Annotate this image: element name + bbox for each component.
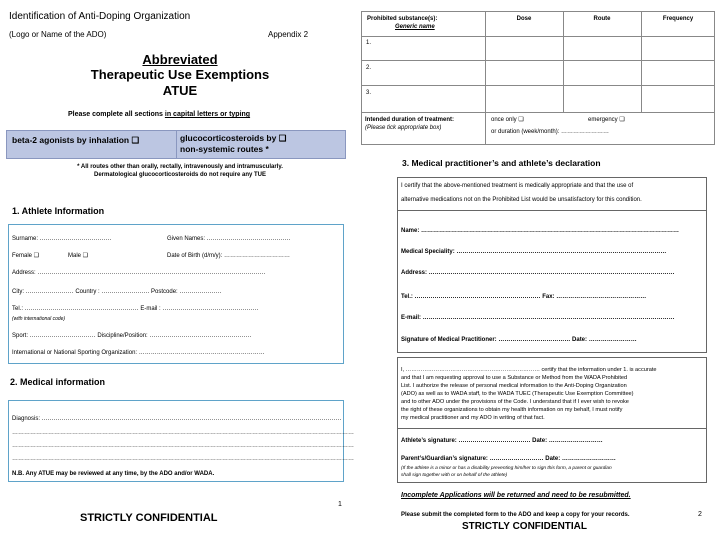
table-col-2 (563, 11, 564, 112)
page-number-2: 2 (698, 511, 702, 518)
medical-speciality-field[interactable]: Medical Speciality: …………………………………………………………………………………………… (401, 249, 667, 255)
male-checkbox[interactable]: Male ❑ (68, 253, 89, 259)
review-notice: N.B. Any ATUE may be reviewed at any time, by the ADO and/or WADA. (12, 471, 215, 477)
instructions (68, 111, 250, 119)
practitioner-tel-fax-field[interactable]: Tel.: ……………………………………………………… Fax: ……………………………………… (401, 294, 647, 300)
emergency-checkbox[interactable]: emergency ❑ (588, 117, 625, 123)
diagnosis-line-4[interactable]: ……………………………………………………………………………………………………………………………………………………… (12, 456, 354, 462)
option-glucocorticosteroids-routes: non-systemic routes * (180, 144, 269, 154)
form-title-tue: Therapeutic Use Exemptions (90, 67, 270, 82)
route-header: Route (593, 16, 611, 22)
routes-footnote-2: Dermatological glucocorticosteroids do not require any TUE (93, 172, 267, 178)
frequency-header: Frequency (662, 16, 694, 22)
duration-note: (Please tick appropriate box) (365, 125, 442, 131)
athlete-decl-divider (397, 428, 707, 429)
appendix-label: Appendix 2 (268, 30, 309, 39)
routes-footnote-1: * All routes other than orally, rectally, intravenously and intramuscularly. (77, 164, 283, 170)
ado-identification-title: Identification of Anti-Doping Organization (9, 11, 191, 22)
surname-field[interactable]: Surname: ……………………………… (12, 236, 112, 242)
dose-header: Dose (516, 16, 532, 22)
declaration-heading: 3. Medical practitioner’s and athlete’s declaration (402, 158, 601, 168)
tel-note: (with international code) (12, 316, 66, 322)
athlete-decl-line-7: my medical practitioner and my ADO in writing of that fact. (401, 415, 545, 421)
table-col-3 (641, 11, 642, 112)
instructions-underlined: in capital letters or typing (164, 111, 251, 118)
parent-signature-field[interactable]: Parent’s/Guardian’s signature: ……………………… Date: ……………………… (401, 456, 616, 462)
duration-field[interactable]: or duration (week/month): …………………… (491, 129, 610, 135)
confidential-label-2: STRICTLY CONFIDENTIAL (462, 521, 588, 532)
once-only-checkbox[interactable]: once only ❑ (491, 117, 524, 123)
option-glucocorticosteroids[interactable]: glucocorticosteroids by ❑ (180, 133, 287, 143)
form-title-abbreviated: Abbreviated (142, 52, 218, 67)
athlete-signature-field[interactable]: Athlete’s signature: ……………………………… Date: ……………………… (401, 438, 603, 444)
practitioner-address-field[interactable]: Address: …………………………………………………………………………………………………………… (401, 270, 675, 276)
practitioner-email-field[interactable]: E-mail: ……………………………………………………………………………………………………………… (401, 315, 675, 321)
female-checkbox[interactable]: Female ❑ (12, 253, 40, 259)
athlete-decl-line-1[interactable]: I, ……………………………………………………………… certify that the information under 1. is accurate (401, 367, 657, 373)
athlete-decl-line-4: (ADO) as well as to WADA staff, to the WADA TUEC (Therapeutic Use Exemption Committee) (401, 391, 634, 397)
sport-discipline-field[interactable]: Sport: …………………………… Discipline/Position: …………………………………………… (12, 333, 252, 339)
generic-name-header: Generic name (395, 24, 435, 30)
duration-label: Intended duration of treatment: (365, 117, 454, 123)
parent-note-1: (If the athlete is a minor or has a disability preventing him/her to sign this form, a parent or guardian (401, 466, 612, 471)
substance-row-2[interactable]: 2. (366, 65, 372, 71)
substance-row-1[interactable]: 1. (366, 40, 372, 46)
medical-info-heading: 2. Medical information (10, 377, 106, 387)
submit-instructions: Please submit the completed form to the ADO and keep a copy for your records. (401, 512, 630, 518)
table-col-1 (485, 11, 486, 145)
table-rule-4 (361, 112, 715, 113)
sporting-organization-field[interactable]: International or National Sporting Organization: ……………………………………………………… (12, 350, 265, 356)
athlete-decl-line-2: and that I am requesting approval to use a Substance or Method from the WADA Prohibited (401, 375, 628, 381)
address-field[interactable]: Address: …………………………………………………………………………………………………… (12, 270, 266, 276)
practitioner-name-field[interactable]: Name: ………………………………………………………………………………………………………………… (401, 228, 680, 234)
date-of-birth-field[interactable]: Date of Birth (d/m/y): …………………………… (167, 253, 291, 259)
ado-logo-placeholder: (Logo or Name of the ADO) (9, 30, 107, 39)
diagnosis-field[interactable]: Diagnosis: …………………………………………………………………………………………………………………………………… (12, 416, 342, 422)
table-rule-2 (361, 60, 715, 61)
tel-email-field[interactable]: Tel.: ………………………………………………… E-mail : ………………………………………… (12, 306, 259, 312)
athlete-info-heading: 1. Athlete Information (12, 206, 105, 216)
certify-text-2: alternative medications not on the Prohibited List would be unsatisfactory for this condition. (401, 197, 642, 203)
athlete-decl-line-3: List. I authorize the release of personal medical information to the Anti-Doping Organization (401, 383, 627, 389)
form-title-atue: ATUE (162, 83, 198, 98)
diagnosis-line-2[interactable]: ……………………………………………………………………………………………………………………………………………………… (12, 430, 354, 436)
given-names-field[interactable]: Given Names: …………………………………… (167, 236, 291, 242)
athlete-decl-line-5: and to other ADO under the provisions of the Code. I understand that if I ever wish to revoke (401, 399, 629, 405)
option-beta2-agonists[interactable]: beta-2 agonists by inhalation ❑ (12, 135, 140, 145)
substance-row-3[interactable]: 3. (366, 90, 372, 96)
incomplete-applications-notice: Incomplete Applications will be returned and need to be resubmitted. (401, 492, 631, 499)
table-rule-1 (361, 36, 715, 37)
athlete-decl-line-6: the right of these organizations to obtain my health information on my behalf, I must notify (401, 407, 623, 413)
parent-note-2: shall sign together with or on behalf of the athlete) (401, 473, 508, 478)
table-rule-3 (361, 85, 715, 86)
substance-header: Prohibited substance(s): (367, 16, 438, 22)
instructions-text: Please complete all sections (68, 111, 165, 118)
page-number-1: 1 (338, 501, 342, 508)
diagnosis-line-3[interactable]: ……………………………………………………………………………………………………………………………………………………… (12, 443, 354, 449)
options-divider (176, 130, 177, 159)
confidential-label-1: STRICTLY CONFIDENTIAL (80, 512, 218, 524)
medical-info-box (8, 400, 344, 482)
certify-text-1: I certify that the above-mentioned treatment is medically appropriate and that the use of (401, 183, 634, 189)
certify-divider (397, 210, 707, 211)
city-country-postcode-field[interactable]: City: …………………… Country : …………………… Postcode: ………………… (12, 289, 222, 295)
practitioner-signature-field[interactable]: Signature of Medical Practitioner: ……………………………… Date: …………………… (401, 337, 637, 343)
